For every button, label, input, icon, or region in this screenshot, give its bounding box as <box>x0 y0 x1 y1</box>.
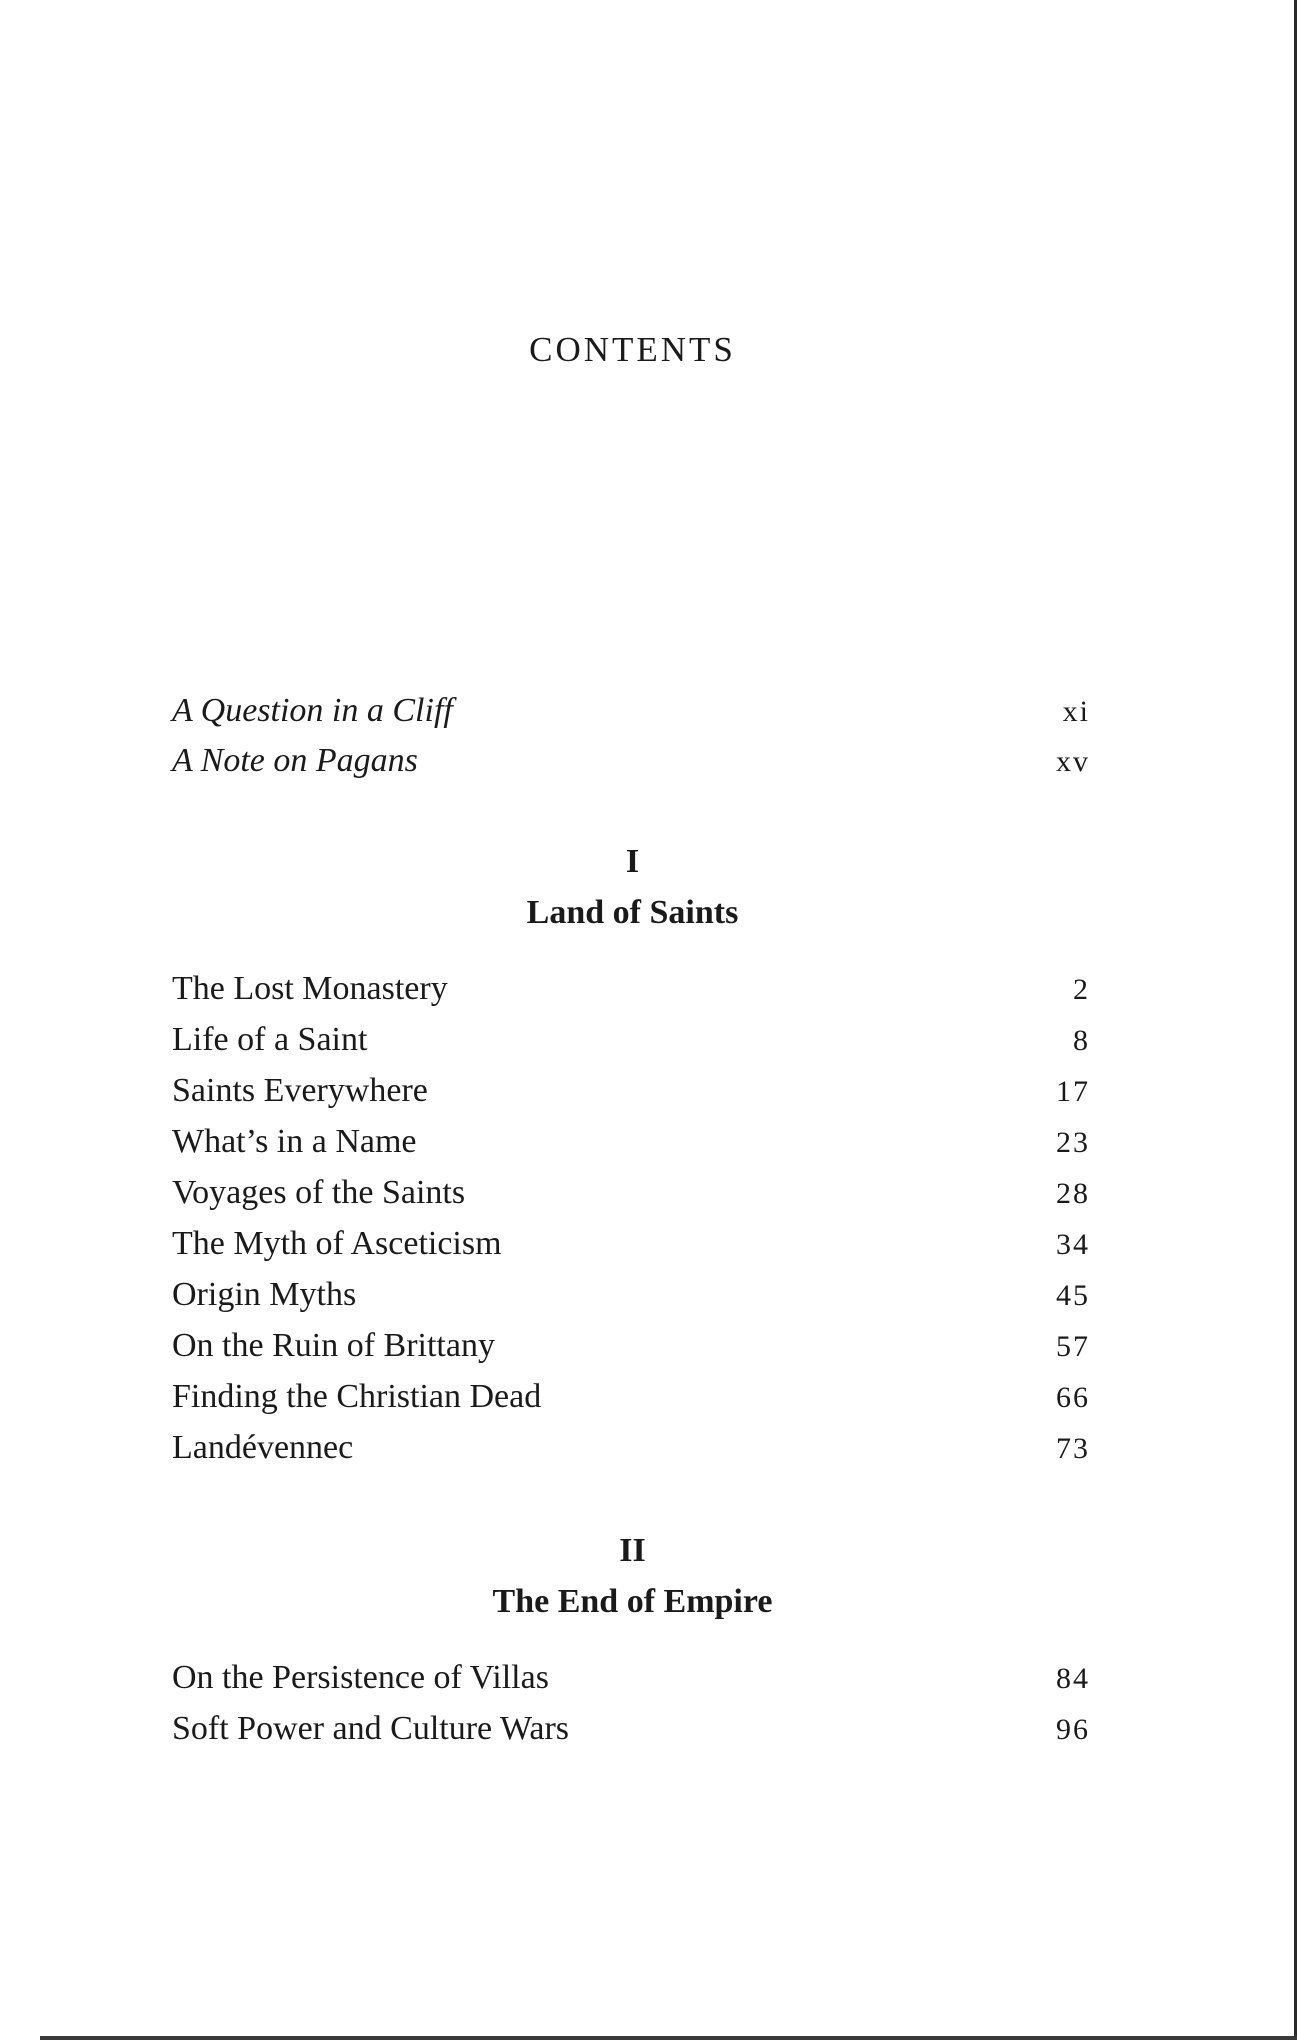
page-edge-bottom <box>40 2036 1297 2040</box>
toc-entry <box>172 1429 1090 1479</box>
toc-entry-page: 34 <box>1056 1228 1090 1261</box>
toc-entry-page: 96 <box>1056 1713 1090 1746</box>
toc-entry-title: Voyages of the Saints <box>172 1174 466 1211</box>
toc-entry-title: On the Ruin of Brittany <box>172 1327 495 1364</box>
toc-entry-page: 28 <box>1056 1177 1090 1210</box>
toc-entry-page: 2 <box>1073 973 1090 1006</box>
toc-entry-title: The Myth of Asceticism <box>172 1225 502 1262</box>
toc-entry-page: 84 <box>1056 1662 1090 1695</box>
toc-entry-page: 57 <box>1056 1330 1090 1363</box>
toc-entry <box>172 1327 1090 1377</box>
toc-entry-page: 73 <box>1056 1432 1090 1465</box>
toc-entry-title: A Note on Pagans <box>172 742 418 779</box>
contents-heading: CONTENTS <box>529 330 736 369</box>
toc-entry-title: The Lost Monastery <box>172 970 448 1007</box>
toc-entry-title: Soft Power and Culture Wars <box>172 1710 570 1747</box>
toc-entry-page: 8 <box>1073 1024 1090 1057</box>
toc-entry <box>172 1659 1090 1709</box>
toc-entry <box>172 1123 1090 1173</box>
toc-entry-page: 45 <box>1056 1279 1090 1312</box>
part-title: The End of Empire <box>492 1583 773 1620</box>
toc-entry <box>172 1225 1090 1275</box>
toc-entry-title: Origin Myths <box>172 1276 357 1313</box>
toc-entry <box>172 1072 1090 1122</box>
toc-entry-page: 23 <box>1056 1126 1090 1159</box>
part-title: Land of Saints <box>526 894 739 931</box>
toc-entry <box>172 1710 1090 1760</box>
toc-entry <box>172 1021 1090 1071</box>
toc-entry <box>172 1276 1090 1326</box>
toc-entry-title: Landévennec <box>172 1429 354 1466</box>
toc-entry-page: xv <box>1056 745 1090 778</box>
toc-entry <box>172 970 1090 1020</box>
toc-entry-page: xi <box>1062 695 1090 728</box>
toc-entry <box>172 1174 1090 1224</box>
toc-entry <box>172 692 1090 742</box>
toc-entry-title: Finding the Christian Dead <box>172 1378 542 1415</box>
toc-entry <box>172 742 1090 792</box>
toc-entry-page: 17 <box>1056 1075 1090 1108</box>
toc-entry-title: What’s in a Name <box>172 1123 417 1160</box>
toc-entry-title: Saints Everywhere <box>172 1072 428 1109</box>
toc-entry-title: Life of a Saint <box>172 1021 368 1058</box>
part-number: I <box>625 843 640 880</box>
toc-entry-title: A Question in a Cliff <box>172 692 453 729</box>
part-number: II <box>619 1532 646 1569</box>
toc-entry <box>172 1378 1090 1428</box>
toc-entry-title: On the Persistence of Villas <box>172 1659 549 1696</box>
toc-entry-page: 66 <box>1056 1381 1090 1414</box>
